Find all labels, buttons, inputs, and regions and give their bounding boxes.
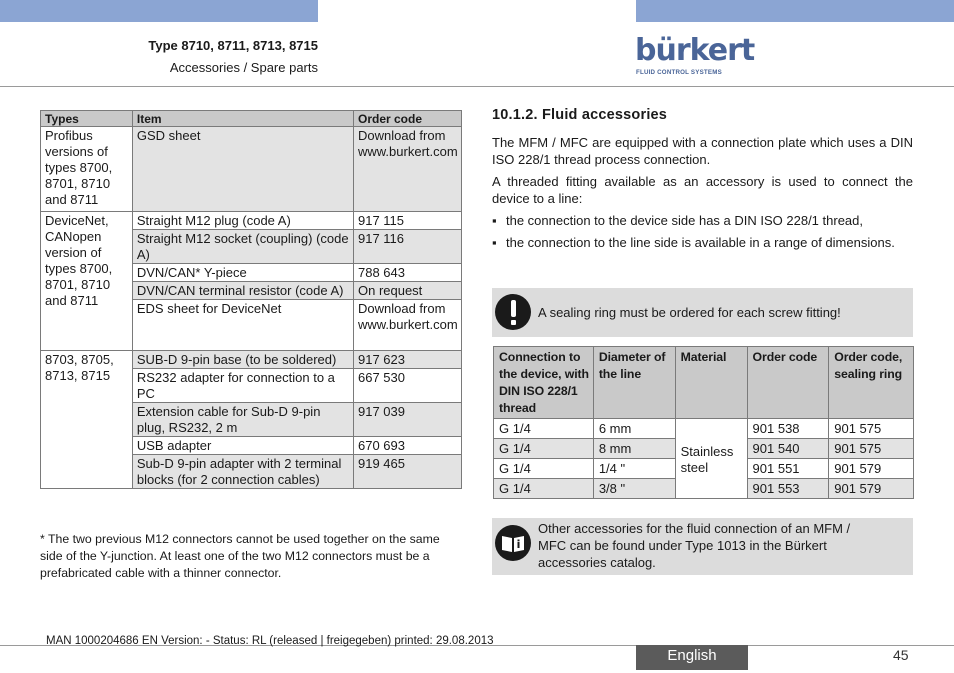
logo-wordmark: bürkert (635, 33, 755, 68)
fluid-accessories-table (493, 346, 914, 499)
bullet-text: the connection to the device side has a DIN ISO 228/1 thread, (506, 213, 863, 228)
bullet-text: the connection to the line side is available in a range of dimensions. (506, 235, 895, 250)
connection-cell: G 1/4 (494, 459, 594, 479)
table-row (41, 127, 462, 212)
sealing-ring-cell: 901 579 (829, 479, 914, 499)
item-cell: DVN/CAN terminal resistor (code A) (132, 282, 353, 300)
table-header-row (41, 111, 462, 127)
connection-cell: G 1/4 (494, 439, 594, 459)
column-header-material: Material (675, 347, 747, 419)
footer-document-info: MAN 1000204686 EN Version: - Status: RL (released | freigegeben) printed: 29.08.2013 (46, 635, 494, 647)
diameter-cell: 6 mm (593, 419, 675, 439)
exclamation-warning-icon (495, 294, 531, 330)
order-code-cell: 901 553 (747, 479, 829, 499)
warning-note-text: A sealing ring must be ordered for each screw fitting! (538, 305, 841, 320)
diameter-cell: 8 mm (593, 439, 675, 459)
bullet-item (492, 212, 913, 229)
warning-note (492, 288, 913, 337)
item-cell: SUB-D 9-pin base (to be soldered) (132, 351, 353, 369)
types-cell: DeviceNet, CANopen version of types 8700, 8701, 8710 and 8711 (41, 212, 133, 351)
paragraph: A threaded fitting available as an accessory is used to connect the device to a line: (492, 174, 913, 206)
accessories-table (40, 110, 462, 489)
header-bar-right (636, 0, 954, 22)
paragraph: The MFM / MFC are equipped with a connection plate which uses a DIN ISO 228/1 thread process connection. (492, 135, 913, 167)
order-code-cell: 917 115 (353, 212, 461, 230)
language-tab: English (636, 645, 748, 670)
types-cell: 8703, 8705, 8713, 8715 (41, 351, 133, 489)
bullet-item (492, 234, 913, 251)
info-note-text: Other accessories for the fluid connection of an MFM / MFC can be found under Type 1013 in the Bürkert accessories catalog. (538, 521, 851, 570)
column-header-sealing-ring: Order code, sealing ring (829, 347, 914, 419)
table-footnote: * The two previous M12 connectors cannot be used together on the same side of the Y-junction. At least one of the two M12 connectors must be a prefabricated cable with a thinner connector. (40, 532, 440, 580)
table-header-row (494, 347, 914, 419)
order-code-cell: 917 623 (353, 351, 461, 369)
diameter-cell: 3/8 " (593, 479, 675, 499)
item-cell: Straight M12 plug (code A) (132, 212, 353, 230)
column-header-types: Types (41, 111, 133, 127)
burkert-logo (633, 33, 755, 78)
order-code-cell: 788 643 (353, 264, 461, 282)
order-code-cell: 901 551 (747, 459, 829, 479)
order-code-cell: Download from www.burkert.com (353, 127, 461, 212)
section-heading: 10.1.2. Fluid accessories (492, 107, 668, 123)
table-row (494, 419, 914, 439)
column-header-connection: Connection to the device, with DIN ISO 228/1 thread (494, 347, 594, 419)
order-code-cell: Download from www.burkert.com (353, 300, 461, 351)
item-cell: RS232 adapter for connection to a PC (132, 369, 353, 403)
order-code-cell: 919 465 (353, 455, 461, 489)
bullet-icon: ▪ (492, 213, 497, 228)
column-header-diameter: Diameter of the line (593, 347, 675, 419)
item-cell: Extension cable for Sub-D 9-pin plug, RS232, 2 m (132, 403, 353, 437)
document-title: Type 8710, 8711, 8713, 8715 (148, 38, 318, 53)
order-code-cell: 901 540 (747, 439, 829, 459)
item-cell: GSD sheet (132, 127, 353, 212)
item-cell: Straight M12 socket (coupling) (code A) (132, 230, 353, 264)
order-code-cell: 901 538 (747, 419, 829, 439)
table-row (41, 212, 462, 230)
order-code-cell: 917 116 (353, 230, 461, 264)
item-cell: DVN/CAN* Y-piece (132, 264, 353, 282)
connection-cell: G 1/4 (494, 479, 594, 499)
header-bar-left (0, 0, 318, 22)
page-number: 45 (893, 647, 909, 663)
table-row (41, 351, 462, 369)
document-subtitle: Accessories / Spare parts (169, 60, 318, 75)
header-divider (0, 86, 954, 87)
item-cell: USB adapter (132, 437, 353, 455)
bullet-icon: ▪ (492, 235, 497, 250)
item-cell: EDS sheet for DeviceNet (132, 300, 353, 351)
sealing-ring-cell: 901 575 (829, 419, 914, 439)
order-code-cell: 670 693 (353, 437, 461, 455)
order-code-cell: On request (353, 282, 461, 300)
connection-cell: G 1/4 (494, 419, 594, 439)
item-cell: Sub-D 9-pin adapter with 2 terminal blocks (for 2 connection cables) (132, 455, 353, 489)
column-header-item: Item (132, 111, 353, 127)
sealing-ring-cell: 901 575 (829, 439, 914, 459)
material-cell: Stainless steel (675, 419, 747, 499)
order-code-cell: 667 530 (353, 369, 461, 403)
info-note (492, 518, 913, 575)
book-info-icon (495, 525, 531, 561)
sealing-ring-cell: 901 579 (829, 459, 914, 479)
types-cell: Profibus versions of types 8700, 8701, 8710 and 8711 (41, 127, 133, 212)
diameter-cell: 1/4 " (593, 459, 675, 479)
column-header-order-code: Order code (747, 347, 829, 419)
column-header-order-code: Order code (353, 111, 461, 127)
order-code-cell: 917 039 (353, 403, 461, 437)
logo-tagline: FLUID CONTROL SYSTEMS (636, 69, 722, 76)
